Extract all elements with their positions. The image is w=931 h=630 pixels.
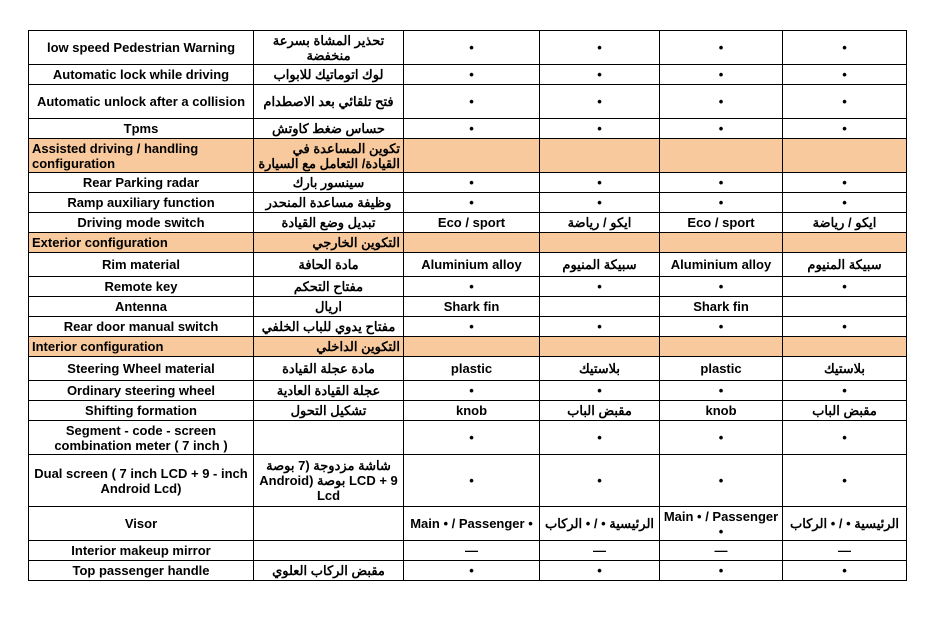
feature-name-en: Remote key: [29, 277, 254, 297]
trim-4-value: [783, 337, 907, 357]
trim-1-value: •: [404, 31, 540, 65]
trim-2-value: مقبض الباب: [540, 401, 660, 421]
trim-3-value: •: [660, 31, 783, 65]
trim-3-value: •: [660, 277, 783, 297]
trim-3-value: [660, 233, 783, 253]
trim-4-value: •: [783, 381, 907, 401]
table-row: [29, 541, 907, 561]
trim-4-value: •: [783, 193, 907, 213]
feature-name-ar: تكوين المساعدة في القيادة/ التعامل مع السيارة: [254, 139, 404, 173]
trim-1-value: •: [404, 119, 540, 139]
feature-name-en: Rear door manual switch: [29, 317, 254, 337]
trim-4-value: مقبض الباب: [783, 401, 907, 421]
trim-2-value: •: [540, 317, 660, 337]
feature-name-ar: حساس ضغط كاوتش: [254, 119, 404, 139]
trim-1-value: Eco / sport: [404, 213, 540, 233]
trim-1-value: Aluminium alloy: [404, 253, 540, 277]
trim-4-value: بلاستيك: [783, 357, 907, 381]
trim-2-value: •: [540, 85, 660, 119]
feature-name-en: Rim material: [29, 253, 254, 277]
feature-name-en: low speed Pedestrian Warning: [29, 31, 254, 65]
trim-2-value: [540, 233, 660, 253]
trim-1-value: •: [404, 561, 540, 581]
trim-4-value: سبيكة المنيوم: [783, 253, 907, 277]
trim-4-value: —: [783, 541, 907, 561]
feature-name-en: Interior makeup mirror: [29, 541, 254, 561]
feature-name-ar: اريال: [254, 297, 404, 317]
trim-2-value: [540, 297, 660, 317]
trim-1-value: •: [404, 317, 540, 337]
trim-2-value: •: [540, 421, 660, 455]
table-row: [29, 193, 907, 213]
trim-3-value: •: [660, 317, 783, 337]
feature-name-en: Exterior configuration: [29, 233, 254, 253]
feature-name-en: Interior configuration: [29, 337, 254, 357]
feature-name-ar: مفتاح يدوي للباب الخلفي: [254, 317, 404, 337]
table-row: [29, 357, 907, 381]
trim-2-value: الرئيسية • / • الركاب: [540, 507, 660, 541]
trim-1-value: •: [404, 193, 540, 213]
table-row: [29, 173, 907, 193]
table-row: [29, 317, 907, 337]
trim-1-value: •: [404, 455, 540, 507]
trim-3-value: Eco / sport: [660, 213, 783, 233]
trim-4-value: •: [783, 119, 907, 139]
trim-2-value: •: [540, 193, 660, 213]
table-row: [29, 277, 907, 297]
trim-1-value: —: [404, 541, 540, 561]
trim-2-value: —: [540, 541, 660, 561]
spec-table-body: [29, 31, 907, 581]
feature-name-ar: سينسور بارك: [254, 173, 404, 193]
feature-name-ar: [254, 507, 404, 541]
trim-3-value: •: [660, 381, 783, 401]
table-row: [29, 65, 907, 85]
trim-3-value: Main • / Passenger •: [660, 507, 783, 541]
feature-name-ar: فتح تلقائي بعد الاصطدام: [254, 85, 404, 119]
trim-3-value: [660, 337, 783, 357]
feature-name-ar: تبديل وضع القيادة: [254, 213, 404, 233]
feature-name-en: Dual screen ( 7 inch LCD + 9 - inch Android Lcd): [29, 455, 254, 507]
trim-4-value: •: [783, 317, 907, 337]
trim-3-value: •: [660, 421, 783, 455]
trim-4-value: •: [783, 561, 907, 581]
feature-name-en: Steering Wheel material: [29, 357, 254, 381]
trim-1-value: •: [404, 65, 540, 85]
trim-2-value: [540, 337, 660, 357]
feature-name-en: Ordinary steering wheel: [29, 381, 254, 401]
feature-name-en: Rear Parking radar: [29, 173, 254, 193]
table-row: [29, 421, 907, 455]
trim-3-value: •: [660, 119, 783, 139]
trim-3-value: Shark fin: [660, 297, 783, 317]
trim-2-value: •: [540, 381, 660, 401]
trim-1-value: [404, 337, 540, 357]
feature-name-ar: عجلة القيادة العادية: [254, 381, 404, 401]
feature-name-ar: تشكيل التحول: [254, 401, 404, 421]
section-header-row: [29, 337, 907, 357]
trim-4-value: •: [783, 85, 907, 119]
trim-1-value: [404, 139, 540, 173]
feature-name-ar: لوك اتوماتيك للابواب: [254, 65, 404, 85]
trim-4-value: •: [783, 277, 907, 297]
feature-name-en: Automatic unlock after a collision: [29, 85, 254, 119]
trim-1-value: •: [404, 173, 540, 193]
trim-4-value: الرئيسية • / • الركاب: [783, 507, 907, 541]
feature-name-en: Automatic lock while driving: [29, 65, 254, 85]
trim-1-value: •: [404, 277, 540, 297]
trim-4-value: •: [783, 31, 907, 65]
table-row: [29, 119, 907, 139]
table-row: [29, 381, 907, 401]
feature-name-en: Ramp auxiliary function: [29, 193, 254, 213]
trim-2-value: •: [540, 65, 660, 85]
trim-2-value: ايكو / رياضة: [540, 213, 660, 233]
feature-name-ar: [254, 541, 404, 561]
section-header-row: [29, 139, 907, 173]
feature-name-ar: مادة الحافة: [254, 253, 404, 277]
feature-name-ar: تحذير المشاة بسرعة منخفضة: [254, 31, 404, 65]
trim-1-value: •: [404, 421, 540, 455]
trim-3-value: •: [660, 65, 783, 85]
feature-name-en: Segment - code - screen combination meter ( 7 inch ): [29, 421, 254, 455]
trim-1-value: Main • / Passenger •: [404, 507, 540, 541]
table-row: [29, 455, 907, 507]
trim-3-value: —: [660, 541, 783, 561]
trim-1-value: Shark fin: [404, 297, 540, 317]
feature-name-en: Shifting formation: [29, 401, 254, 421]
feature-name-en: Tpms: [29, 119, 254, 139]
trim-2-value: •: [540, 277, 660, 297]
trim-4-value: •: [783, 65, 907, 85]
table-row: [29, 85, 907, 119]
feature-name-en: Driving mode switch: [29, 213, 254, 233]
feature-name-ar: [254, 421, 404, 455]
table-row: [29, 253, 907, 277]
trim-3-value: •: [660, 85, 783, 119]
trim-3-value: Aluminium alloy: [660, 253, 783, 277]
table-row: [29, 213, 907, 233]
trim-2-value: سبيكة المنيوم: [540, 253, 660, 277]
table-row: [29, 507, 907, 541]
feature-name-ar: مقبض الركاب العلوي: [254, 561, 404, 581]
feature-name-en: Antenna: [29, 297, 254, 317]
trim-2-value: •: [540, 173, 660, 193]
trim-3-value: •: [660, 561, 783, 581]
trim-2-value: •: [540, 561, 660, 581]
trim-4-value: [783, 297, 907, 317]
trim-2-value: •: [540, 31, 660, 65]
table-row: [29, 561, 907, 581]
trim-1-value: •: [404, 85, 540, 119]
trim-2-value: •: [540, 119, 660, 139]
trim-1-value: plastic: [404, 357, 540, 381]
feature-name-ar: التكوين الخارجي: [254, 233, 404, 253]
feature-name-ar: مادة عجلة القيادة: [254, 357, 404, 381]
table-row: [29, 297, 907, 317]
feature-name-en: Assisted driving / handling configuration: [29, 139, 254, 173]
trim-3-value: [660, 139, 783, 173]
trim-4-value: •: [783, 455, 907, 507]
feature-name-ar: مفتاح التحكم: [254, 277, 404, 297]
feature-name-ar: وظيفة مساعدة المنحدر: [254, 193, 404, 213]
trim-1-value: •: [404, 381, 540, 401]
feature-name-ar: شاشة مزدوجة (7 بوصة LCD + 9 بوصة (Android Lcd: [254, 455, 404, 507]
trim-1-value: [404, 233, 540, 253]
trim-2-value: بلاستيك: [540, 357, 660, 381]
trim-3-value: •: [660, 173, 783, 193]
trim-2-value: •: [540, 455, 660, 507]
trim-1-value: knob: [404, 401, 540, 421]
trim-3-value: •: [660, 193, 783, 213]
trim-4-value: [783, 139, 907, 173]
trim-3-value: knob: [660, 401, 783, 421]
trim-4-value: ايكو / رياضة: [783, 213, 907, 233]
trim-3-value: plastic: [660, 357, 783, 381]
table-row: [29, 401, 907, 421]
trim-4-value: [783, 233, 907, 253]
feature-name-en: Top passenger handle: [29, 561, 254, 581]
spec-table: [28, 30, 907, 581]
feature-name-en: Visor: [29, 507, 254, 541]
feature-name-ar: التكوين الداخلي: [254, 337, 404, 357]
trim-4-value: •: [783, 421, 907, 455]
trim-3-value: •: [660, 455, 783, 507]
section-header-row: [29, 233, 907, 253]
trim-2-value: [540, 139, 660, 173]
trim-4-value: •: [783, 173, 907, 193]
table-row: [29, 31, 907, 65]
